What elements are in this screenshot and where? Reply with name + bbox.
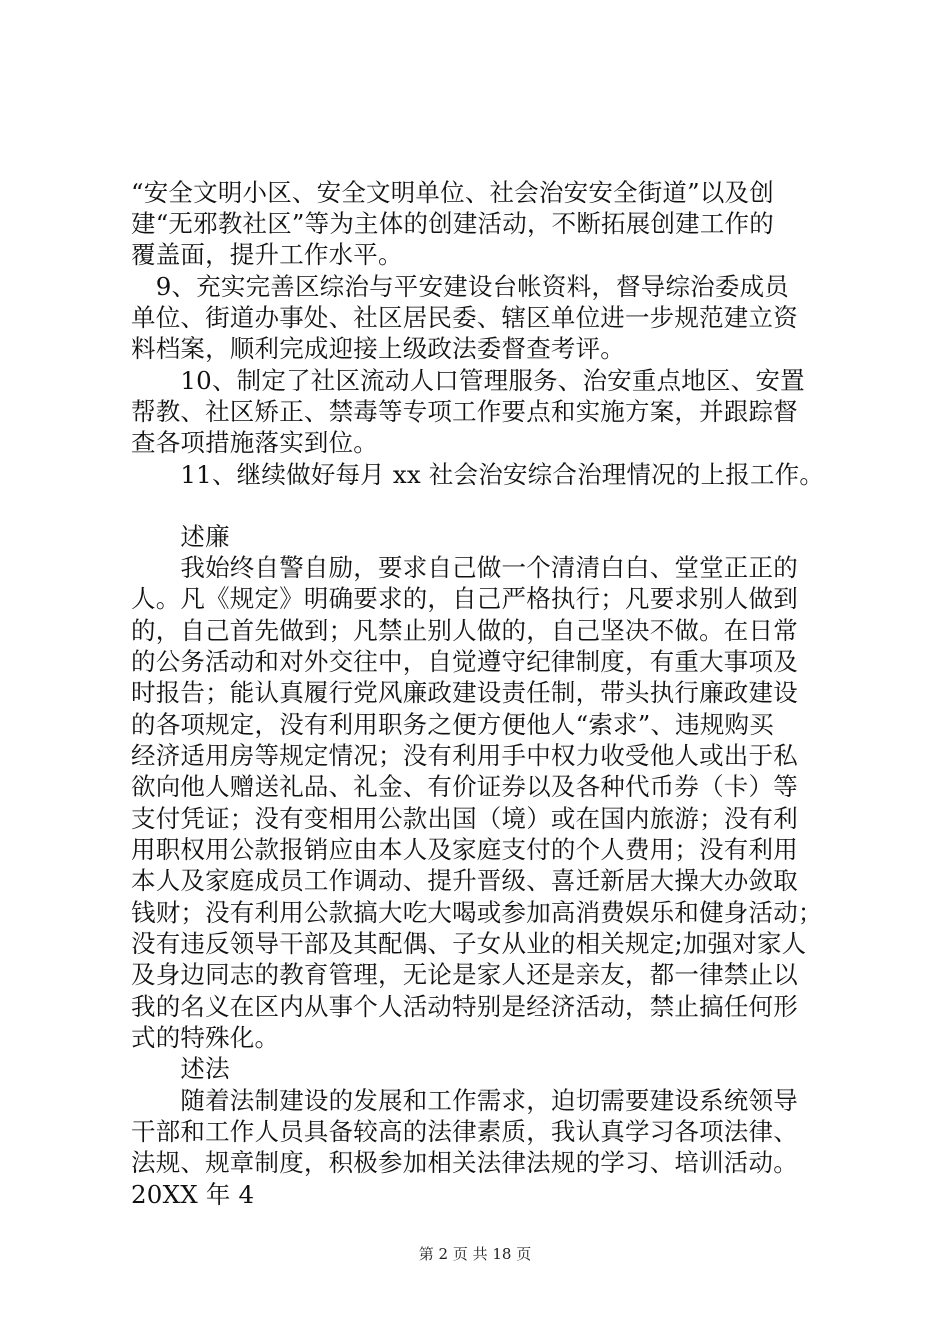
text-line: 帮教、社区矫正、禁毒等专项工作要点和实施方案，并跟踪督 [131, 397, 798, 426]
text-line: 随着法制建设的发展和工作需求，迫切需要建设系统领导 [131, 1086, 798, 1115]
text-line: 本人及家庭成员工作调动、提升晋级、喜迁新居大操大办敛取 [131, 866, 798, 895]
text-line: 9、充实完善区综治与平安建设台帐资料，督导综治委成员 [131, 272, 789, 301]
text-line: 用职权用公款报销应由本人及家庭支付的个人费用；没有利用 [131, 835, 798, 864]
text-line: 法规、规章制度，积极参加相关法律法规的学习、培训活动。 [131, 1148, 798, 1177]
text-line: 及身边同志的教育管理，无论是家人还是亲友，都一律禁止以 [131, 960, 798, 989]
text-line: 支付凭证；没有变相用公款出国（境）或在国内旅游；没有利 [131, 804, 798, 833]
text-line: 经济适用房等规定情况；没有利用手中权力收受他人或出于私 [131, 741, 798, 770]
text-line: 没有违反领导干部及其配偶、子女从业的相关规定;加强对家人 [131, 929, 807, 958]
text-line: 时报告；能认真履行党风廉政建设责任制，带头执行廉政建设 [131, 678, 798, 707]
text-line: 10、制定了社区流动人口管理服务、治安重点地区、安置 [131, 366, 805, 395]
text-line: 钱财；没有利用公款搞大吃大喝或参加高消费娱乐和健身活动； [131, 898, 823, 927]
text-line: 的公务活动和对外交往中，自觉遵守纪律制度，有重大事项及 [131, 647, 798, 676]
text-line: 单位、街道办事处、社区居民委、辖区单位进一步规范建立资 [131, 303, 798, 332]
text-line: 料档案，顺利完成迎接上级政法委督查考评。 [131, 334, 625, 363]
text-line: 11、继续做好每月 xx 社会治安综合治理情况的上报工作。 [131, 460, 825, 489]
text-line: 我的名义在区内从事个人活动特别是经济活动，禁止搞任何形 [131, 992, 798, 1021]
text-line: 建“无邪教社区”等为主体的创建活动，不断拓展创建工作的 [131, 209, 774, 238]
section-heading: 述法 [131, 1054, 230, 1083]
text-line: “安全文明小区、安全文明单位、社会治安安全街道”以及创 [131, 178, 774, 207]
text-line: 人。凡《规定》明确要求的，自己严格执行；凡要求别人做到 [131, 584, 798, 613]
text-line: 式的特殊化。 [131, 1023, 280, 1052]
text-line: 覆盖面，提升工作水平。 [131, 240, 403, 269]
section-heading: 述廉 [131, 522, 230, 551]
text-line: 20XX 年 4 [131, 1180, 255, 1209]
text-line: 我始终自警自励，要求自己做一个清清白白、堂堂正正的 [131, 553, 798, 582]
text-line: 查各项措施落实到位。 [131, 428, 378, 457]
text-line: 欲向他人赠送礼品、礼金、有价证券以及各种代币券（卡）等 [131, 772, 798, 801]
text-line: 的各项规定，没有利用职务之便方便他人“索求”、违规购买 [131, 710, 774, 739]
page-number-footer: 第 2 页 共 18 页 [418, 1245, 532, 1263]
text-line: 的，自己首先做到；凡禁止别人做的，自己坚决不做。在日常 [131, 616, 798, 645]
text-line: 干部和工作人员具备较高的法律素质，我认真学习各项法律、 [131, 1117, 798, 1146]
